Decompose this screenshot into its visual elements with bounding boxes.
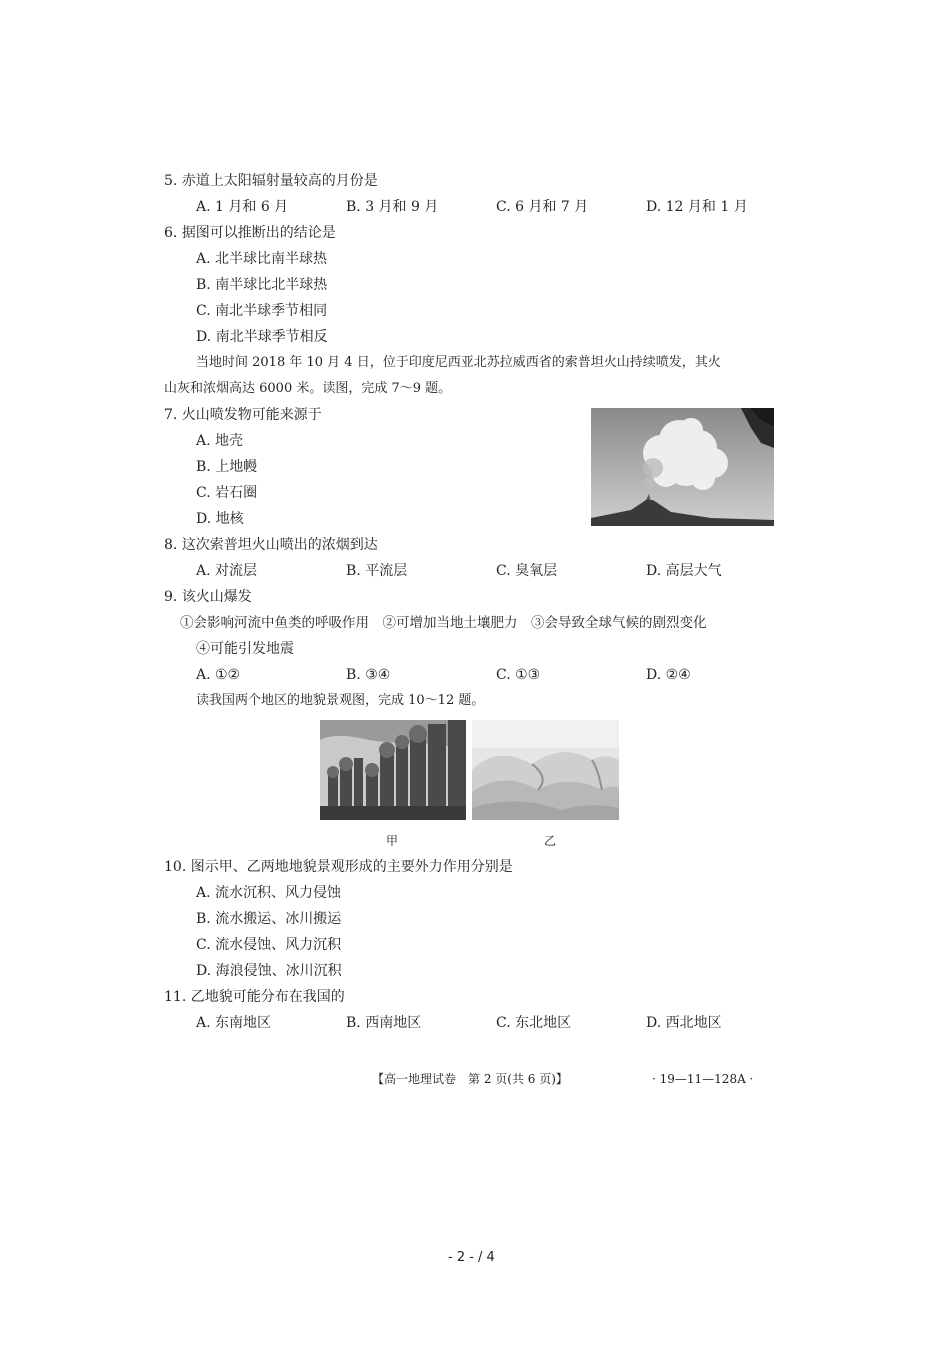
figure-caption-jia: 甲 xyxy=(386,834,399,848)
karst-image xyxy=(320,720,466,820)
q7-option-a: A. 地壳 xyxy=(196,433,244,449)
q11-option-a: A. 东南地区 xyxy=(196,1015,272,1031)
q7-option-b: B. 上地幔 xyxy=(196,459,258,475)
q7-option-d: D. 地核 xyxy=(196,511,244,527)
intro-7-9-line1: 当地时间 2018 年 10 月 4 日，位于印度尼西亚北苏拉威西省的索普坦火山持续喷发，其火 xyxy=(196,355,721,370)
q8-stem: 8. 这次索普坦火山喷出的浓烟到达 xyxy=(164,537,378,553)
q9-option-b: B. ③④ xyxy=(346,667,391,683)
q6-stem: 6. 据图可以推断出的结论是 xyxy=(164,225,336,241)
q9-stem: 9. 该火山爆发 xyxy=(164,589,252,605)
exam-code: · 19—11—128A · xyxy=(652,1072,754,1086)
q11-option-d: D. 西北地区 xyxy=(646,1015,722,1031)
q9-option-d: D. ②④ xyxy=(646,667,691,683)
q8-option-c: C. 臭氧层 xyxy=(496,563,558,579)
volcano-image xyxy=(591,408,774,526)
q8-option-d: D. 高层大气 xyxy=(646,563,722,579)
q5-option-a: A. 1 月和 6 月 xyxy=(196,199,289,215)
q6-option-a: A. 北半球比南半球热 xyxy=(196,251,328,267)
q10-option-d: D. 海浪侵蚀、冰川沉积 xyxy=(196,963,342,979)
q10-option-c: C. 流水侵蚀、风力沉积 xyxy=(196,937,342,953)
exam-footer: 【高一地理试卷 第 2 页(共 6 页)】 xyxy=(372,1072,568,1086)
dune-photo xyxy=(472,720,619,820)
q10-option-a: A. 流水沉积、风力侵蚀 xyxy=(196,885,342,901)
q8-option-b: B. 平流层 xyxy=(346,563,408,579)
q5-stem: 5. 赤道上太阳辐射量较高的月份是 xyxy=(164,173,378,189)
volcano-photo xyxy=(591,408,774,526)
dune-image xyxy=(472,720,619,820)
q9-items-line2: ④可能引发地震 xyxy=(196,641,294,657)
q11-stem: 11. 乙地貌可能分布在我国的 xyxy=(164,989,345,1005)
q9-option-c: C. ①③ xyxy=(496,667,541,683)
q8-option-a: A. 对流层 xyxy=(196,563,258,579)
q7-option-c: C. 岩石圈 xyxy=(196,485,258,501)
intro-10-12: 读我国两个地区的地貌景观图，完成 10～12 题。 xyxy=(196,693,485,708)
q6-option-b: B. 南半球比北半球热 xyxy=(196,277,328,293)
page-number: - 2 - / 4 xyxy=(448,1250,495,1265)
q9-option-a: A. ①② xyxy=(196,667,241,683)
q6-option-d: D. 南北半球季节相反 xyxy=(196,329,328,345)
karst-photo xyxy=(320,720,466,820)
q6-option-c: C. 南北半球季节相同 xyxy=(196,303,328,319)
q5-option-c: C. 6 月和 7 月 xyxy=(496,199,589,215)
q10-stem: 10. 图示甲、乙两地地貌景观形成的主要外力作用分别是 xyxy=(164,859,513,875)
q10-option-b: B. 流水搬运、冰川搬运 xyxy=(196,911,342,927)
intro-7-9-line2: 山灰和浓烟高达 6000 米。读图，完成 7～9 题。 xyxy=(164,381,452,396)
figure-caption-yi: 乙 xyxy=(544,834,557,848)
q11-option-c: C. 东北地区 xyxy=(496,1015,572,1031)
q11-option-b: B. 西南地区 xyxy=(346,1015,422,1031)
q7-stem: 7. 火山喷发物可能来源于 xyxy=(164,407,322,423)
q5-option-d: D. 12 月和 1 月 xyxy=(646,199,748,215)
q9-items-line1: ①会影响河流中鱼类的呼吸作用 ②可增加当地土壤肥力 ③会导致全球气候的剧烈变化 xyxy=(180,615,707,631)
q5-option-b: B. 3 月和 9 月 xyxy=(346,199,439,215)
